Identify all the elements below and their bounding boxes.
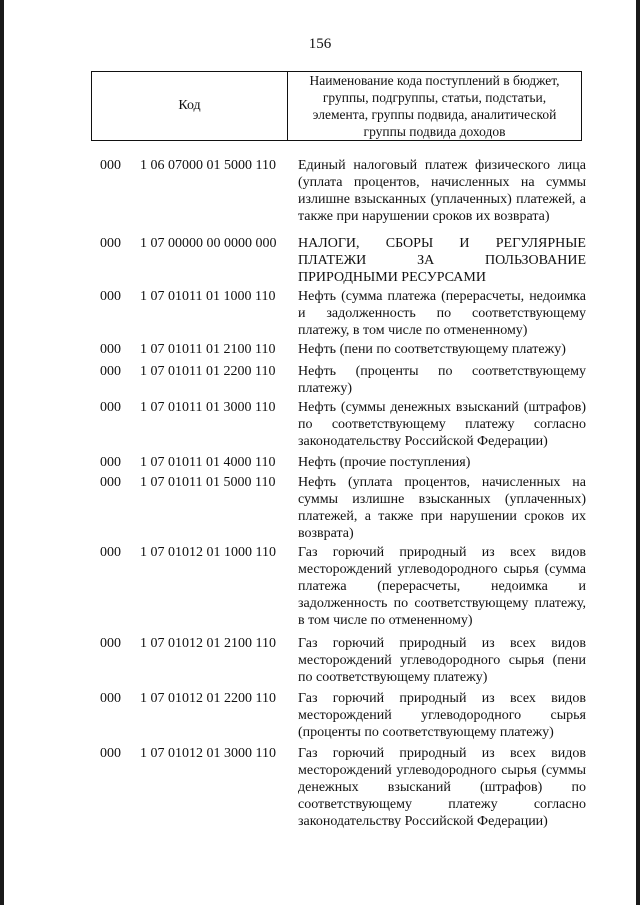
admin-code-cell: 000 <box>100 691 121 706</box>
income-name-cell: Нефть (суммы денежных взысканий (штрафов) по соответствующему платежу согласно законодательству Российской Федерации) <box>298 400 586 449</box>
income-code-cell: 1 06 07000 01 5000 110 <box>140 158 276 173</box>
table-row <box>0 363 640 397</box>
admin-code-cell: 000 <box>100 342 121 357</box>
admin-code-cell: 000 <box>100 746 121 761</box>
admin-code-cell: 000 <box>100 636 121 651</box>
income-name-cell: Газ горючий природный из всех видов месторождений углеводородного сырья (пени по соответствующему платежу) <box>298 636 586 685</box>
table-row <box>0 454 640 472</box>
income-name-cell: Нефть (проценты по соответствующему платежу) <box>298 364 586 396</box>
admin-code-cell: 000 <box>100 158 121 173</box>
header-code-cell: Код <box>92 72 288 140</box>
income-name-cell: Газ горючий природный из всех видов месторождений углеводородного сырья (сумма платежа (перерасчеты, недоимка и задолженность по соответствующему платежу, в том числе по отмененному) <box>298 545 586 628</box>
admin-code-cell: 000 <box>100 545 121 560</box>
table-row <box>0 235 640 286</box>
income-code-cell: 1 07 01012 01 2100 110 <box>140 636 276 651</box>
income-code-cell: 1 07 01012 01 1000 110 <box>140 545 276 560</box>
income-name-cell: Единый налоговый платеж физического лица (уплата процентов, начисленных на суммы излишне взысканных (уплаченных) платежей, а также при нарушении сроков их возврата) <box>298 158 586 224</box>
table-row <box>0 544 640 629</box>
admin-code-cell: 000 <box>100 289 121 304</box>
table-row <box>0 341 640 359</box>
table-row <box>0 690 640 741</box>
admin-code-cell: 000 <box>100 475 121 490</box>
income-code-cell: 1 07 01011 01 2100 110 <box>140 342 276 357</box>
income-code-cell: 1 07 01011 01 3000 110 <box>140 400 276 415</box>
admin-code-cell: 000 <box>100 400 121 415</box>
page-number: 156 <box>308 36 332 52</box>
income-code-cell: 1 07 01011 01 1000 110 <box>140 289 276 304</box>
table-row <box>0 399 640 450</box>
income-name-cell: Нефть (прочие поступления) <box>298 455 471 470</box>
admin-code-cell: 000 <box>100 364 121 379</box>
table-row <box>0 157 640 225</box>
income-name-cell: Газ горючий природный из всех видов месторождений углеводородного сырья (проценты по соответствующему платежу) <box>298 691 586 740</box>
income-code-cell: 1 07 01012 01 3000 110 <box>140 746 276 761</box>
income-code-cell: 1 07 01011 01 5000 110 <box>140 475 276 490</box>
table-row <box>0 288 640 339</box>
income-name-cell: НАЛОГИ, СБОРЫ И РЕГУЛЯРНЫЕ ПЛАТЕЖИ ЗА ПОЛЬЗОВАНИЕ ПРИРОДНЫМИ РЕСУРСАМИ <box>298 236 586 285</box>
header-name-cell: Наименование кода поступлений в бюджет, группы, подгруппы, статьи, подстатьи, элемента, группы подвида, аналитической группы подвида доходов <box>309 73 560 139</box>
income-name-cell: Нефть (сумма платежа (перерасчеты, недоимка и задолженность по соответствующему платежу, в том числе по отмененному) <box>298 289 586 338</box>
income-code-cell: 1 07 01011 01 4000 110 <box>140 455 276 470</box>
admin-code-cell: 000 <box>100 236 121 251</box>
table-header <box>91 71 582 141</box>
income-code-cell: 1 07 00000 00 0000 000 <box>140 236 277 251</box>
income-name-cell: Нефть (уплата процентов, начисленных на суммы излишне взысканных (уплаченных) платежей, а также при нарушении сроков их возврата) <box>298 475 586 541</box>
income-name-cell: Нефть (пени по соответствующему платежу) <box>298 342 566 357</box>
table-row <box>0 635 640 686</box>
table-row <box>0 745 640 830</box>
income-code-cell: 1 07 01012 01 2200 110 <box>140 691 276 706</box>
table-row <box>0 474 640 542</box>
admin-code-cell: 000 <box>100 455 121 470</box>
income-name-cell: Газ горючий природный из всех видов месторождений углеводородного сырья (суммы денежных взысканий (штрафов) по соответствующему платежу согласно законодательству Российской Федерации) <box>298 746 586 829</box>
income-code-cell: 1 07 01011 01 2200 110 <box>140 364 276 379</box>
income-code-list <box>0 157 640 834</box>
